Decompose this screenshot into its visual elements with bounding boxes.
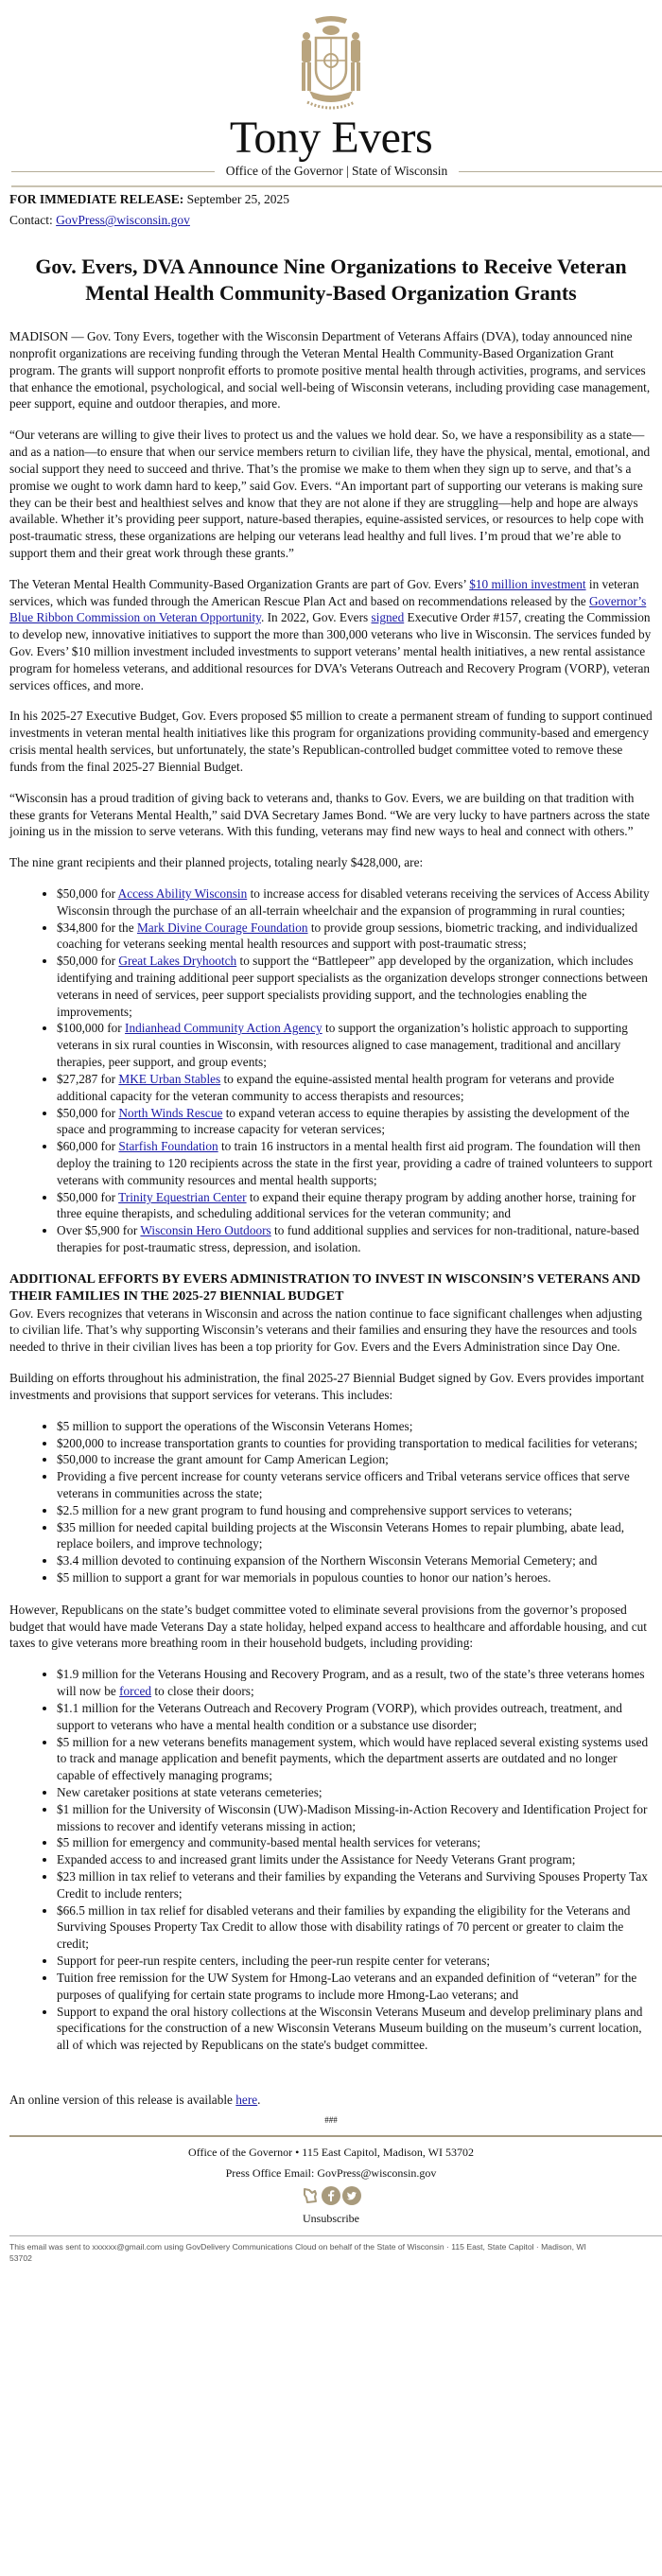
org-link-wisconsin-hero-outdoors[interactable]: Wisconsin Hero Outdoors [140, 1223, 271, 1238]
facebook-icon[interactable] [322, 2186, 340, 2205]
page-title: Gov. Evers, DVA Announce Nine Organizations to Receive Veteran Mental Health Community-Based Organization Grants [35, 254, 627, 305]
forced-link[interactable]: forced [119, 1684, 152, 1699]
list-item [57, 920, 653, 954]
project-text: to expand veteran access to equine therapies by assisting the development of the space and programming to increase capacity for veteran services; [57, 1105, 630, 1137]
investment-text-3: . In 2022, Gov. Evers [260, 610, 372, 625]
section-heading: ADDITIONAL EFFORTS BY EVERS ADMINISTRATION TO INVEST IN WISCONSIN’S VETERANS AND THEIR FAMILIES IN THE 2025-27 BIENNIAL BUDGET [9, 1271, 641, 1304]
list-item [57, 1105, 653, 1139]
bottom-rule [9, 2235, 662, 2236]
end-mark: ### [324, 2114, 338, 2125]
project-text: to fund additional supplies and services for non-traditional, nature-based therapies for post-traumatic stress, depression, and isolation. [57, 1223, 639, 1255]
recipients-intro: The nine grant recipients and their planned projects, totaling nearly $428,000, are: [9, 855, 424, 870]
office-subtitle: Office of the Governor | State of Wisconsin [225, 164, 448, 178]
masthead [0, 0, 662, 180]
project-text: to support the organization’s holistic approach to supporting veterans in six rural counties in Wisconsin, with resources aligned to case management, traditional and ancillary therapies, peer support, and group events; [57, 1021, 628, 1070]
amount-text: $50,000 for [57, 1189, 119, 1204]
unsubscribe-link[interactable]: Unsubscribe [303, 2212, 359, 2225]
intro-paragraph: MADISON — Gov. Tony Evers, together with the Wisconsin Department of Veterans Affairs (DVA), today announced nine nonprofit organizations are receiving funding through the Veteran Mental Health Community-Based Organization Grant program. The grants will support nonprofit efforts to promote positive mental health through activities, programs, and services that enhance the emotional, psychological, and social well-being of Wisconsin veterans, including providing case management, peer support, equine and outdoor therapies, and more. [9, 329, 651, 412]
amount-text: $100,000 for [57, 1021, 126, 1036]
social-links [0, 2186, 662, 2205]
budget-paragraph: In his 2025-27 Executive Budget, Gov. Evers proposed $5 million to create a permanent stream of funding to support continued investments in veteran mental health initiatives like this program for organizations providing community-based and emergency crisis mental health services, but unfortunately, the state’s Republican-controlled budget committee voted to remove these funds from the final 2025-27 Biennial Budget. [9, 709, 653, 774]
org-link-mark-divine-courage-foundation[interactable]: Mark Divine Courage Foundation [136, 920, 308, 935]
org-link-starfish-foundation[interactable]: Starfish Foundation [118, 1139, 218, 1154]
list-item: • $5 million for emergency and community-based mental health services for veterans; [57, 1834, 653, 1851]
org-link-great-lakes-dryhootch[interactable]: Great Lakes Dryhootch [118, 954, 237, 969]
project-text: to support the “Battlepeer” app developed by the organization, which includes identifying and training additional peer support specialists as the organization develops stronger connections between veterans in need of services, peer support specialists providing support, and the technologies enabling the improvements; [57, 954, 648, 1019]
signed-link[interactable]: signed [371, 610, 405, 625]
list-text: to close their doors; [151, 1684, 254, 1699]
release-date: September 25, 2025 [186, 192, 290, 207]
list-item: • $5 million for a new veterans benefits management system, which would have replaced several existing systems used to track and manage application and benefit payments, which the department asserts are outdated and no longer capable of effectively managing programs; [57, 1734, 653, 1784]
ten-million-investment-link[interactable]: $10 million investment [469, 576, 586, 591]
release-label: FOR IMMEDIATE RELEASE: [9, 192, 184, 207]
online-text: An online version of this release is available [9, 2092, 236, 2107]
list-text: $1.9 million for the Veterans Housing and Recovery Program, and as a result, two of the state’s three veterans homes will now be [57, 1667, 645, 1699]
org-link-mke-urban-stables[interactable]: MKE Urban Stables [118, 1071, 221, 1086]
wisconsin-state-seal-icon [290, 13, 372, 117]
investment-paragraph [9, 576, 653, 694]
secretary-bond-quote: “Wisconsin has a proud tradition of giving back to veterans and, thanks to Gov. Evers, we are building on that tradition with these grants for Veterans Mental Health,” said DVA Secretary James Bond. “We are very lucky to have partners across the state joining us in the mission to serve veterans. With this funding, veterans may find new ways to heal and connect with others.” [9, 790, 651, 839]
list-item: • Expanded access to and increased grant limits under the Assistance for Needy Veterans Grant program; [57, 1851, 653, 1868]
project-text: to expand their equine therapy program by adding another horse, training for three equine therapists, and scheduling additional services for the veteran community; and [57, 1189, 636, 1221]
list-item [57, 885, 653, 920]
final-budget-list [9, 1418, 653, 1586]
section-intro: Gov. Evers recognizes that veterans in Wisconsin and across the nation continue to face significant challenges when adjusting to civilian life. That’s why supporting Wisconsin’s veterans and their families and ensuring they have the resources and tools needed to thrive in their civilian lives has been a top priority for Gov. Evers and the Evers Administration since Day One. [9, 1306, 642, 1355]
footer [0, 2137, 662, 2226]
list-item: • $50,000 to increase the grant amount for Camp American Legion; [57, 1451, 653, 1468]
list-item: • $3.4 million devoted to continuing expansion of the Northern Wisconsin Veterans Memorial Cemetery; and [57, 1552, 653, 1569]
list-item: • $66.5 million in tax relief for disabled veterans and their families by expanding the eligibility for the Veterans and Surviving Spouses Property Tax Credit to allow those with disability ratings of 70 percent or greater to claim the credit; [57, 1902, 653, 1953]
investment-text-1: The Veteran Mental Health Community-Based Organization Grants are part of Gov. Evers’ [9, 576, 470, 591]
header-rule [11, 185, 662, 187]
delivery-fine-print: This email was sent to xxxxxx@gmail.com using GovDelivery Communications Cloud on behalf of the State of Wisconsin · 115 East, State Capitol · Madison, WI 53702 [9, 2242, 586, 2263]
release-meta [0, 191, 662, 229]
amount-text: $50,000 for [57, 1105, 119, 1120]
list-item [57, 953, 653, 1020]
twitter-icon[interactable] [342, 2186, 361, 2205]
list-item: • $5 million to support a grant for war memorials in populous counties to honor our nation’s heroes. [57, 1569, 653, 1586]
governor-quote: “Our veterans are willing to give their lives to protect us and the values we hold dear. So, we have a responsibility as a state—and as a nation—to ensure that when our service members return to civilian life, they have the physical, mental, emotional, and social support they need to succeed and thrive. That’s the promise we make to them when they sign up to serve, and that’s a promise we ought to work damn hard to keep,” said Gov. Evers. “An important part of supporting our veterans is making sure they can be their best and healthiest selves and know that they are not alone if they are struggling—help and hope are always available. Whether it’s providing peer support, nature-based therapies, equine-assisted services, or resources to help cope with post-traumatic stress, these organizations are helping our veterans lead healthy and full lives. I’m proud that we’re able to support them and their great work through these grants.” [9, 428, 651, 560]
rejected-intro: However, Republicans on the state’s budget committee voted to eliminate several provisions from the governor’s proposed budget that would have made Veterans Day a state holiday, helped expand access to healthcare and affordable housing, and cut taxes to give veterans more breathing room in their household budgets, including providing: [9, 1602, 647, 1651]
list-item [57, 1071, 653, 1105]
amount-text: $50,000 for [57, 885, 118, 901]
list-item [57, 1020, 653, 1070]
governor-name: Tony Evers [229, 113, 433, 163]
org-link-access-ability-wisconsin[interactable]: Access Ability Wisconsin [117, 885, 248, 901]
recipients-list [9, 885, 653, 1256]
list-item: • Tuition free remission for the UW System for Hmong-Lao veterans and an expanded definition of “veteran” for the purposes of qualifying for certain state programs to include more Hmong-Lao veterans; and [57, 1970, 653, 2004]
amount-text: $34,800 for the [57, 920, 137, 935]
contact-email-link[interactable]: GovPress@wisconsin.gov [56, 213, 190, 228]
amount-text: Over $5,900 for [57, 1223, 141, 1238]
online-version-link[interactable]: here [235, 2092, 258, 2107]
header-divider-right [459, 171, 662, 172]
list-item: • $35 million for needed capital building projects at the Wisconsin Veterans Homes to repair plumbing, abate lead, replace boilers, and improve technology; [57, 1519, 653, 1553]
online-version-paragraph [9, 2092, 653, 2109]
contact-label: Contact: [9, 213, 53, 228]
rejected-provisions-list [9, 1666, 653, 2054]
amount-text: $27,287 for [57, 1071, 119, 1086]
investment-text-2: in veteran services, which was funded through the American Rescue Plan Act and based on recommendations released by the [9, 576, 639, 608]
list-item [57, 1138, 653, 1188]
list-item: • $1.1 million for the Veterans Outreach and Recovery Program (VORP), which provides outreach, treatment, and support to veterans who have a mental health condition or a substance use disorder; [57, 1700, 653, 1734]
list-item: • $2.5 million for a new grant program to fund housing and comprehensive support services to veterans; [57, 1502, 653, 1519]
project-text: to train 16 instructors in a mental health first aid program. The foundation will then deploy the training to 120 recipients across the state in the first year, providing a cadre of trained volunteers to support veterans with community resources and mental health supports; [57, 1139, 653, 1187]
amount-text: $60,000 for [57, 1139, 119, 1154]
online-text-end: . [257, 2092, 261, 2107]
project-text: to provide group sessions, biometric tracking, and individualized coaching for veterans seeking mental health resources and support with post-traumatic stress; [57, 920, 638, 952]
wisconsin-state-icon[interactable] [301, 2186, 320, 2205]
investment-text-4: Executive Order #157, creating the Commission to develop new, innovative initiatives to support the more than 300,000 veterans who live in Wisconsin. The services funded by Gov. Evers’ $10 million investment included investments to support veterans’ mental health initiatives, a new rental assistance program for homeless veterans, and additional resources for DVA’s Veterans Outreach and Recovery Program (VORP), veteran services offices, and more. [9, 610, 652, 692]
project-text: to expand the equine-assisted mental health program for veterans and provide additional capacity for the veteran community to access therapists and resources; [57, 1071, 615, 1103]
list-item: • $1 million for the University of Wisconsin (UW)-Madison Missing-in-Action Recovery and Identification Project for missions to recover and identify veterans missing in action; [57, 1801, 653, 1835]
list-item: • Providing a five percent increase for county veterans service officers and Tribal veterans service offices that serve veterans in communities across the state; [57, 1468, 653, 1502]
list-item: • $5 million to support the operations of the Wisconsin Veterans Homes; [57, 1418, 653, 1435]
list-item: • Support to expand the oral history collections at the Wisconsin Veterans Museum and develop preliminary plans and specifications for the construction of a new Wisconsin Veterans Museum building on the museum’s current location, all of which was rejected by Republicans on the state's budget committee. [57, 2004, 653, 2054]
org-link-indianhead-community-action-agency[interactable]: Indianhead Community Action Agency [125, 1021, 322, 1036]
project-text: to increase access for disabled veterans receiving the services of Access Ability Wisconsin through the purchase of an all-terrain wheelchair and the expansion of programming in rural counties; [57, 885, 650, 918]
list-item [57, 1189, 653, 1223]
list-item: • $200,000 to increase transportation grants to counties for providing transportation to medical facilities for veterans; [57, 1435, 653, 1452]
list-item [57, 1666, 653, 1700]
list-item: • New caretaker positions at state veterans cemeteries; [57, 1784, 653, 1801]
amount-text: $50,000 for [57, 954, 119, 969]
final-budget-intro: Building on efforts throughout his administration, the final 2025-27 Biennial Budget signed by Gov. Evers provides important investments and provisions that support services for veterans. This includes: [9, 1371, 645, 1402]
list-item [57, 1222, 653, 1256]
list-item: • $23 million in tax relief to veterans and their families by expanding the Veterans and Surviving Spouses Property Tax Credit to include renters; [57, 1868, 653, 1902]
footer-address: Office of the Governor • 115 East Capitol, Madison, WI 53702 [188, 2145, 474, 2159]
article-body [0, 328, 662, 2126]
org-link-north-winds-rescue[interactable]: North Winds Rescue [118, 1105, 223, 1120]
blue-ribbon-commission-link[interactable]: Governor’s Blue Ribbon Commission on Veteran Opportunity [9, 593, 647, 625]
footer-press-email: Press Office Email: GovPress@wisconsin.gov [225, 2165, 437, 2180]
header-divider-left [11, 171, 215, 172]
list-item: • Support for peer-run respite centers, including the peer-run respite center for veterans; [57, 1953, 653, 1970]
org-link-trinity-equestrian-center[interactable]: Trinity Equestrian Center [118, 1189, 247, 1204]
